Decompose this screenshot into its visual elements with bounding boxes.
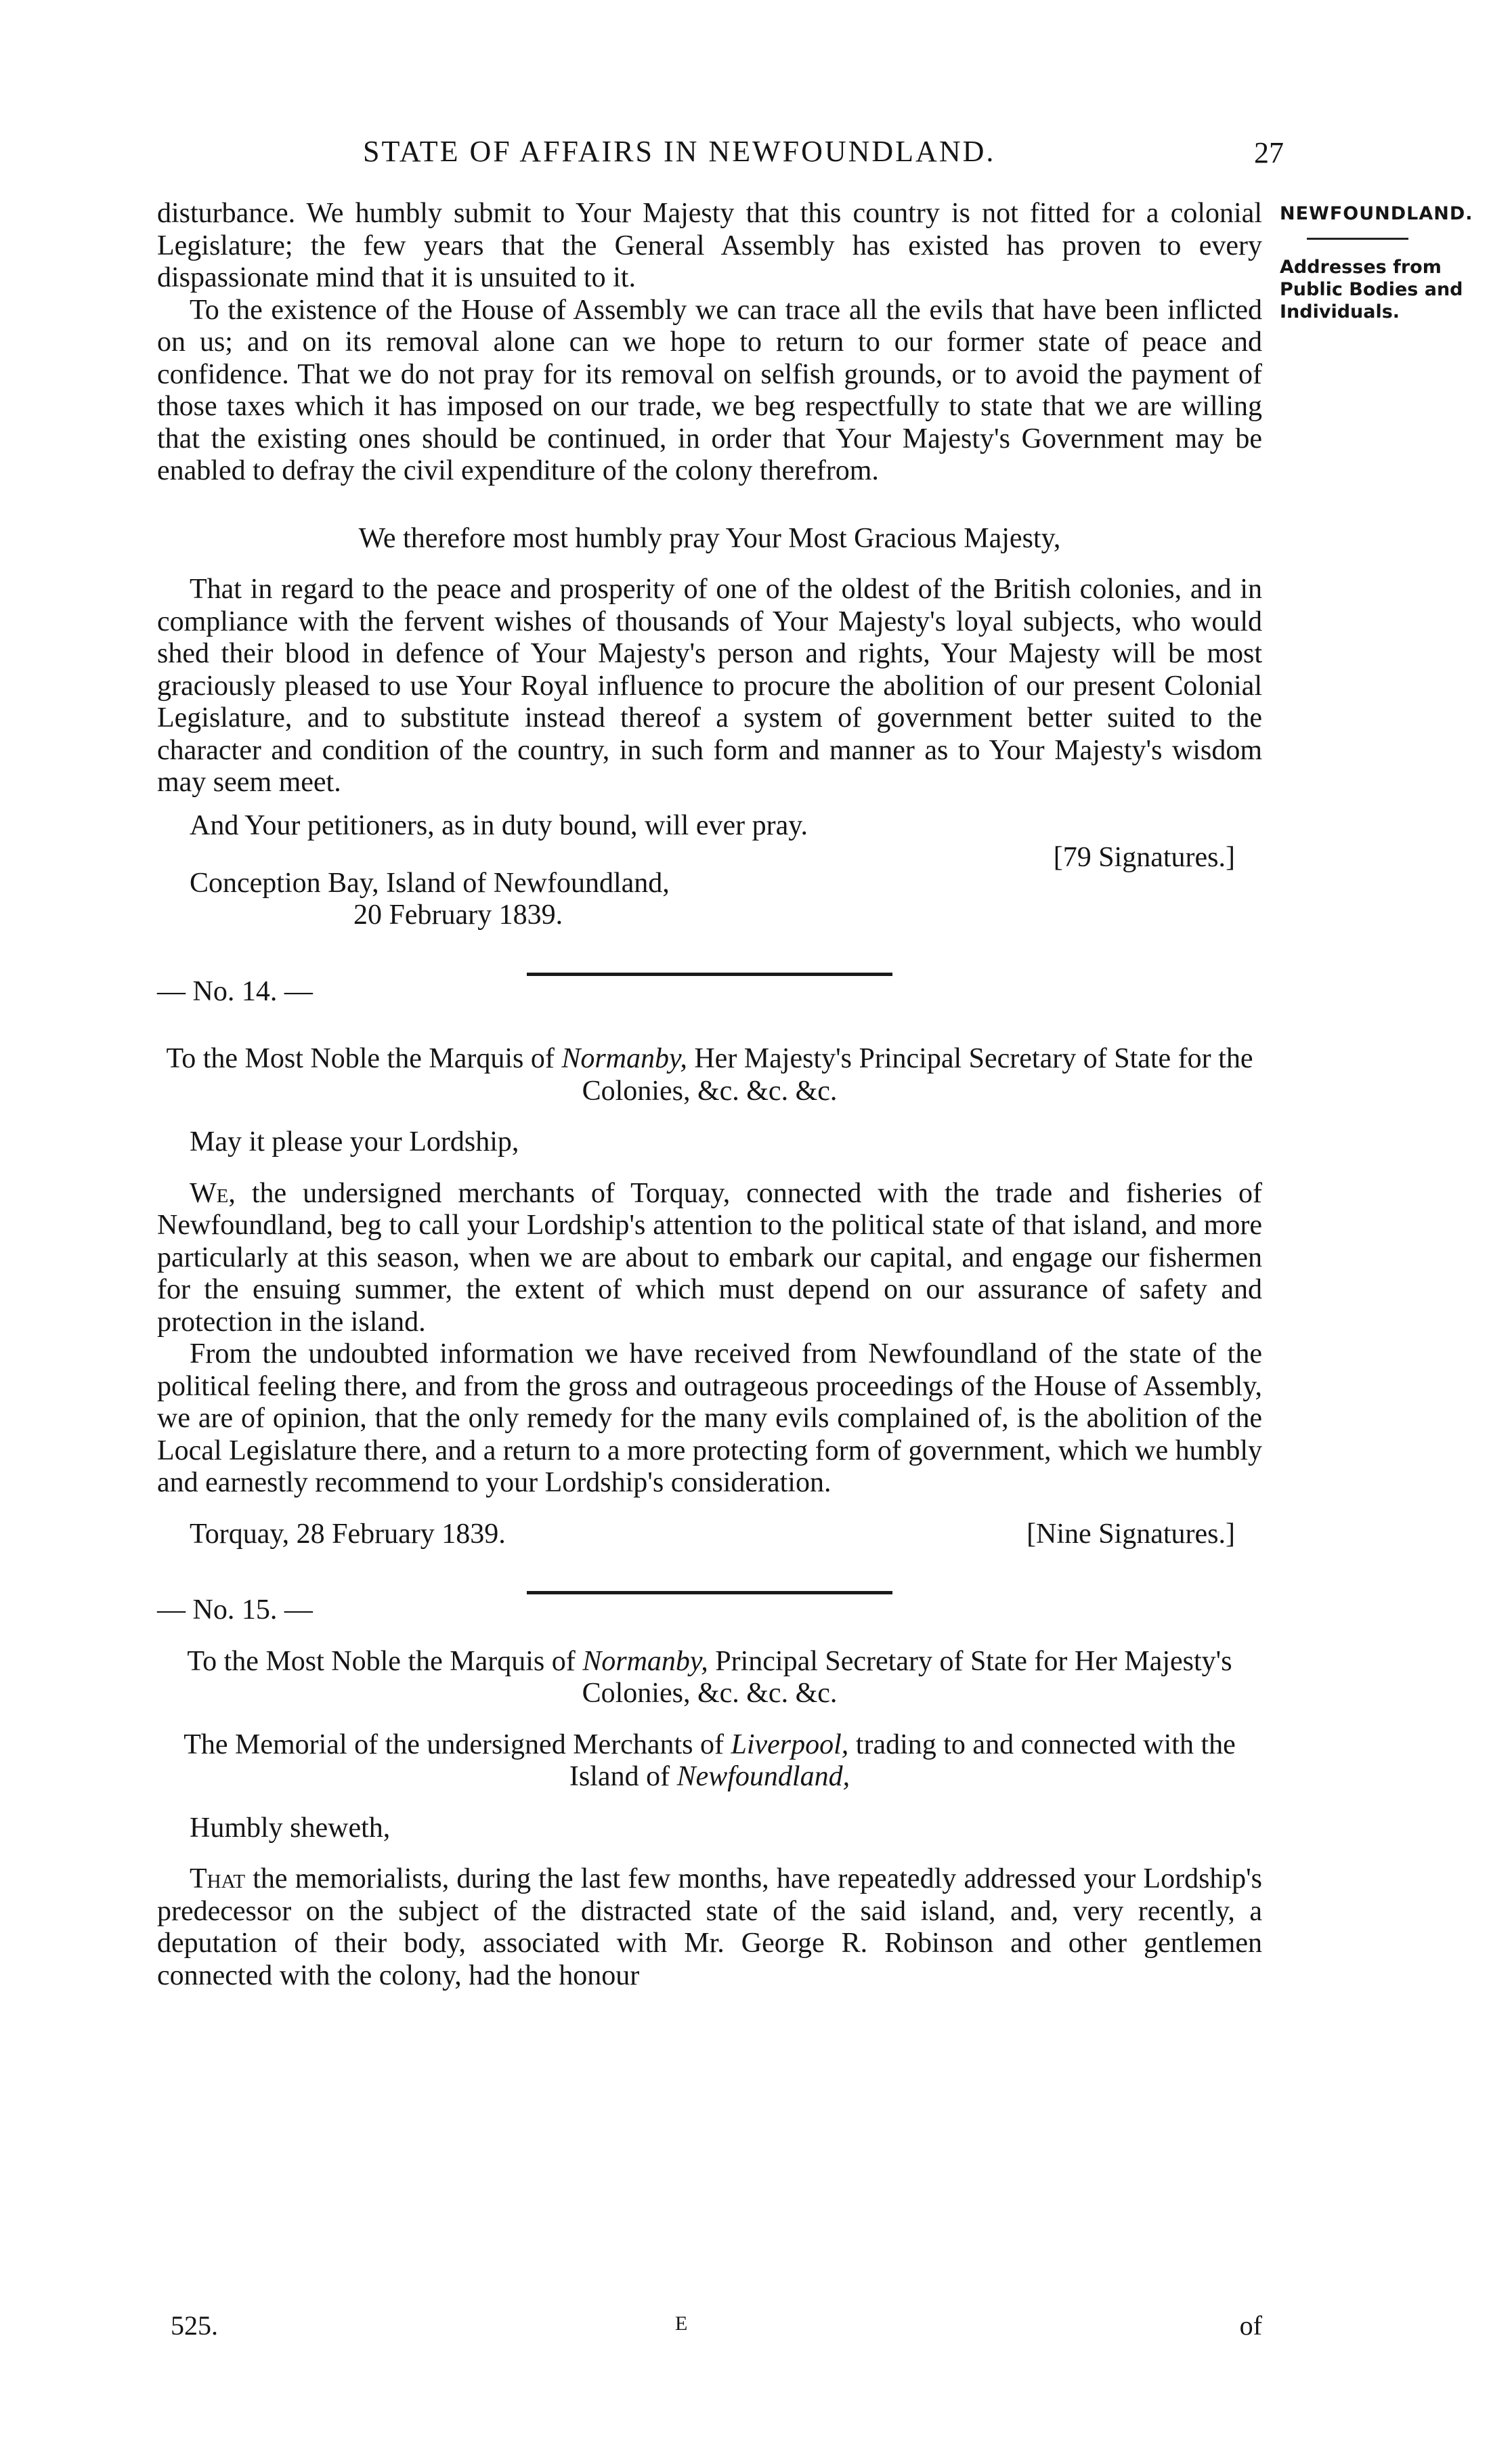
address-15-part-a: To the Most Noble the Marquis of: [187, 1645, 583, 1677]
memorial-lead-word: That: [190, 1863, 246, 1894]
petition-date: 20 February 1839.: [353, 899, 563, 931]
memorial-part-a: The Memorial of the undersigned Merchants of: [183, 1728, 731, 1760]
address-14-name: Normanby,: [561, 1043, 687, 1074]
letter-14-signatures: [Nine Signatures.]: [1027, 1518, 1235, 1550]
page-footer: [157, 2310, 1262, 2350]
running-title: STATE OF AFFAIRS IN NEWFOUNDLAND.: [363, 135, 996, 168]
address-14: [157, 1043, 1262, 1107]
letter-14-lead-word: We,: [190, 1177, 236, 1209]
salutation-14: May it please your Lordship,: [190, 1126, 519, 1158]
address-14-part-a: To the Most Noble the Marquis of: [166, 1043, 562, 1074]
memorial-part-b: trading to and connected with the Island of: [569, 1728, 1236, 1792]
memorial-island: Newfoundland,: [676, 1761, 850, 1792]
petition-signatures: [79 Signatures.]: [1053, 842, 1235, 873]
petition-paragraph-3: That in regard to the peace and prosperity of one of the oldest of the British colonies, and in compliance with the fervent wishes of thousands of Your Majesty's loyal subjects, who would shed their blood in defence of Your Majesty's person and rights, Your Majesty will be most graciously pleased to use Your Royal influence to procure the abolition of our present Colonial Legislature, and to substitute instead thereof a system of government better suited to the character and condition of the country, in such form and manner as to Your Majesty's wisdom may seem meet.: [157, 574, 1262, 798]
petition-closing: And Your petitioners, as in duty bound, will ever pray.: [190, 809, 808, 841]
prayer-intro: We therefore most humbly pray Your Most Gracious Majesty,: [358, 522, 1061, 554]
footer-number: 525.: [171, 2310, 218, 2341]
margin-note-text: Addresses from Public Bodies and Individuals.: [1280, 257, 1463, 322]
address-15: [157, 1646, 1262, 1710]
margin-note: [1280, 203, 1496, 323]
memorial-title: [157, 1729, 1262, 1794]
letter-14-place-date: Torquay, 28 February 1839.: [190, 1518, 506, 1550]
catchword: of: [1239, 2310, 1262, 2341]
letter-14-paragraph-2: From the undoubted information we have received from Newfoundland of the state of the political feeling there, and from the gross and outrageous proceedings of the House of Assembly, we are of opinion, that the only remedy for the many evils complained of, is the abolition of the Local Legislature there, and a return to a more protecting form of government, which we humbly and earnestly recommend to your Lordship's consideration.: [157, 1338, 1262, 1498]
address-15-part-b: Principal Secretary of State for Her Majesty's Colonies, &c. &c. &c.: [582, 1645, 1232, 1709]
address-15-name: Normanby,: [582, 1645, 708, 1677]
memorial-paragraph-1-text: the memorialists, during the last few months, have repeatedly addressed your Lordship's predecessor on the subject of the distracted state of the said island, and, very recently, a deputation of their body, associated with Mr. George R. Robinson and other gentlemen connected with the colony, had the honour: [157, 1863, 1262, 1991]
margin-note-heading: NEWFOUNDLAND.: [1280, 203, 1473, 224]
address-14-part-b: Her Majesty's Principal Secretary of State for the Colonies, &c. &c. &c.: [582, 1043, 1253, 1107]
memorial-paragraph-1: [157, 1863, 1262, 1992]
letter-14-paragraph-1: [157, 1178, 1262, 1339]
signature-mark: E: [675, 2312, 688, 2335]
margin-note-rule: [1307, 238, 1408, 240]
memorial-city: Liverpool,: [731, 1728, 849, 1760]
running-head: [160, 134, 1284, 175]
letter-14-paragraph-1-text: the undersigned merchants of Torquay, connected with the trade and fisheries of Newfoundland, beg to call your Lordship's attention to the political state of that island, and more particularly at this season, when we are about to embark our capital, and engage our fishermen for the ensuing summer, the extent of which must depend on our assurance of safety and protection in the island.: [157, 1177, 1262, 1338]
petition-paragraph-1: disturbance. We humbly submit to Your Majesty that this country is not fitted for a colonial Legislature; the few years that the General Assembly has existed has proven to every dispassionate mind that it is unsuited to it.: [157, 198, 1262, 293]
petition-paragraph-2: To the existence of the House of Assembly we can trace all the evils that have been inflicted on us; and on its removal alone can we hope to return to our former state of peace and confidence. That we do not pray for its removal on selfish grounds, or to avoid the payment of those taxes which it has imposed on our trade, we beg respectfully to state that we are willing that the existing ones should be continued, in order that Your Majesty's Government may be enabled to defray the civil expenditure of the colony therefrom.: [157, 294, 1262, 486]
document-number-15: — No. 15. —: [157, 1594, 313, 1626]
letter-14-subscription: [157, 1519, 1262, 1551]
petition-place: Conception Bay, Island of Newfoundland,: [190, 867, 670, 899]
page-number: 27: [1254, 136, 1284, 169]
sheweth: Humbly sheweth,: [190, 1812, 391, 1844]
document-number-14: — No. 14. —: [157, 975, 313, 1007]
document-body: [157, 198, 1262, 1992]
